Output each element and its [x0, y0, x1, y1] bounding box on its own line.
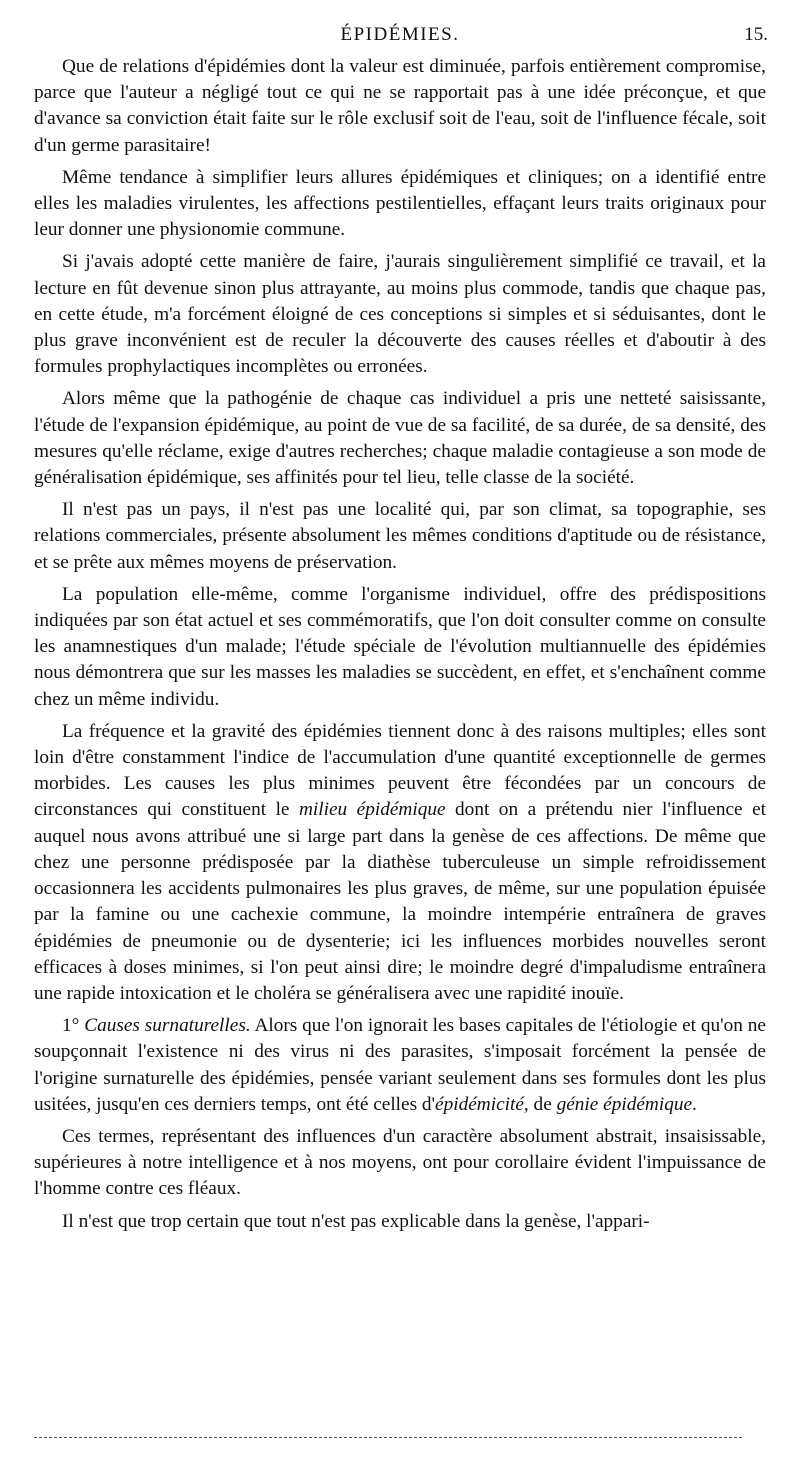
running-title: ÉPIDÉMIES.: [340, 24, 460, 45]
paragraph: [34, 719, 766, 1007]
italic-text: milieu épidémique: [298, 799, 446, 821]
italic-text: épidémicité: [435, 1093, 524, 1115]
italic-text: génie épidémique: [556, 1093, 693, 1115]
text-run: Il n'est pas un pays, il n'est pas une localité qui, par son climat, sa topographie, ses relations commerciales, présente absolument les mêmes conditions d'aptitude ou de résistance, et se prête aux mêmes moyens de préservation.: [34, 499, 766, 573]
footer-dotted-rule: [34, 1437, 742, 1438]
running-header: [34, 24, 766, 54]
text-run: Que de relations d'épidémies dont la valeur est diminuée, parfois entièrement compromise, parce que l'auteur a négligé tout ce qui ne se rapportait pas à une idée préconçue, et que d'avance sa conviction était faite sur le rôle exclusif soit de l'eau, soit de l'influence fécale, soit d'un germe parasitaire!: [34, 56, 766, 156]
text-run: , de: [523, 1093, 557, 1115]
italic-text: Causes surnaturelles.: [84, 1015, 251, 1037]
paragraph: [34, 1013, 766, 1118]
body-text: [34, 54, 766, 1235]
text-run: 1°: [62, 1015, 85, 1037]
page: [34, 24, 766, 1235]
text-run: Alors même que la pathogénie de chaque cas individuel a pris une netteté saisissante, l'étude de l'expansion épidémique, au point de vue de sa facilité, de sa durée, de sa densité, des mesures qu'elle réclame, exige d'autres recherches; chaque maladie contagieuse a son mode de généralisation épidémique, ses affinités pour tel lieu, telle classe de la société.: [34, 388, 766, 489]
page-number: 15.: [744, 24, 768, 45]
paragraph: [34, 1124, 766, 1203]
paragraph: [34, 1209, 766, 1235]
text-run: .: [692, 1093, 697, 1115]
paragraph: [34, 497, 766, 576]
text-run: Si j'avais adopté cette manière de faire, j'aurais singulièrement simplifié ce travail, et la lecture en fût devenue sinon plus attrayante, au moins plus commode, tandis que chaque pas, en cette étude, m'a forcément éloigné de ces conceptions si simples et si séduisantes, dont le plus grave inconvénient est de reculer la découverte des causes réelles et d'aboutir à des formules prophylactiques incomplètes ou erronées.: [34, 251, 766, 378]
paragraph: [34, 54, 766, 159]
paragraph: [34, 249, 766, 380]
paragraph: [34, 386, 766, 491]
text-run: dont on a prétendu nier l'influence et auquel nous avons attribué une si large part dans la genèse de ces affections. De même que chez une personne prédisposée par la diathèse tuberculeuse un simple refroidissement occasionnera les accidents pulmonaires les plus graves, de même, sur une population épuisée par la famine ou une cachexie commune, la moindre intempérie entraînera de graves épidémies de pneumonie ou de dysenterie; ici les influences morbides nouvelles seront efficaces à doses minimes, si l'on peut ainsi dire; le moindre degré d'impaludisme entraînera une rapide intoxication et le choléra se généralisera avec une rapidité inouïe.: [34, 799, 766, 1004]
paragraph: [34, 582, 766, 713]
text-run: La fréquence et la gravité des épidémies tiennent donc à des raisons multiples; elles sont loin d'être constamment l'indice de l'accumulation d'une quantité exceptionnelle de germes morbides. Les causes les plus minimes peuvent être fécondées par un concours de circonstances qui constituent le: [34, 720, 766, 821]
text-run: Alors que l'on ignorait les bases capitales de l'étiologie et qu'on ne soupçonnait l'existence ni des virus ni des parasites, s'imposait forcément la pensée de l'origine surnaturelle des épidémies, pensée variant seulement dans ses formules dont les plus usitées, jusqu'en ces derniers temps, ont été celles d': [34, 1015, 766, 1115]
text-run: Même tendance à simplifier leurs allures épidémiques et cliniques; on a identifié entre elles les maladies virulentes, les affections pestilentielles, effaçant leurs traits originaux pour leur donner une physionomie commune.: [34, 166, 766, 241]
text-run: La population elle-même, comme l'organisme individuel, offre des prédispositions indiquées par son état actuel et ses commémoratifs, que l'on doit consulter comme on consulte les anamnestiques d'un malade; l'étude spéciale de l'évolution multiannuelle des épidémies nous démontrera que sur les masses les maladies se succèdent, en effet, et s'enchaînent comme chez un même individu.: [34, 583, 766, 710]
text-run: Ces termes, représentant des influences d'un caractère absolument abstrait, insaisissable, supérieures à notre intelligence et à nos moyens, ont pour corollaire évident l'impuissance de l'homme contre ces fléaux.: [34, 1125, 766, 1200]
paragraph: [34, 165, 766, 244]
text-run: Il n'est que trop certain que tout n'est pas explicable dans la genèse, l'appari-: [62, 1210, 650, 1232]
